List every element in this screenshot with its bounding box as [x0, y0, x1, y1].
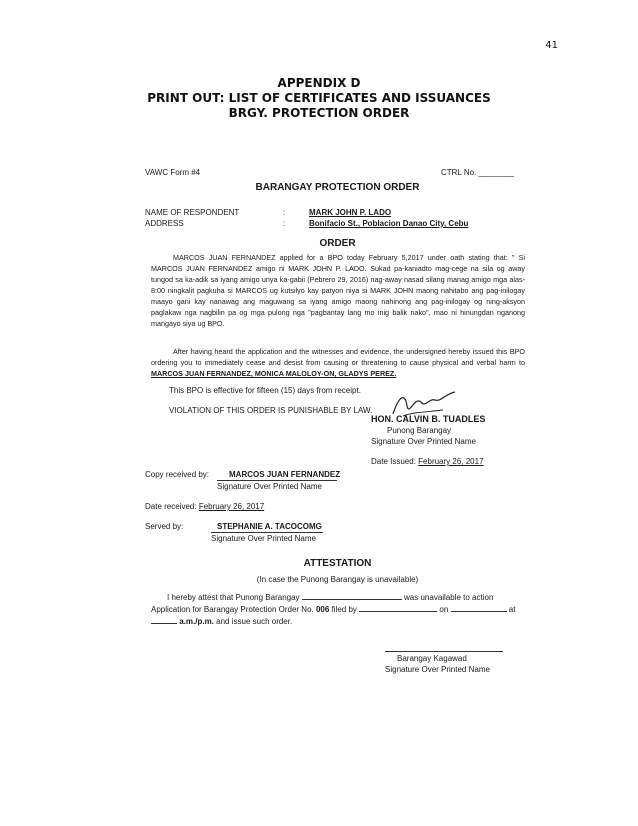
date-issued-label: Date Issued:	[371, 457, 416, 466]
effective-period: This BPO is effective for fifteen (15) days from receipt.	[169, 386, 361, 395]
attest-text-8: and issue such order.	[216, 617, 293, 626]
order-paragraph	[151, 346, 525, 379]
date-received	[145, 502, 264, 511]
kagawad-signature-line	[385, 651, 503, 652]
attest-blank-date	[451, 611, 507, 612]
attest-text-2: was unavailable to action	[404, 593, 494, 602]
punong-barangay-title: Punong Barangay	[387, 426, 452, 435]
attest-text-6: at	[508, 605, 516, 614]
appendix-title: APPENDIX D	[277, 76, 361, 90]
address-value: Bonifacio St., Poblacion Danao City, Cebu	[309, 219, 469, 228]
attest-ampm: a.m./p.m.	[179, 617, 214, 626]
date-issued-value: February 26, 2017	[418, 457, 484, 466]
attest-text-1: I hereby attest that Punong Barangay	[167, 593, 300, 602]
attestation-heading: ATTESTATION	[303, 558, 372, 569]
attestation-line-3	[151, 617, 292, 626]
date-received-label: Date received:	[145, 502, 197, 511]
attestation-note: (In case the Punong Barangay is unavailable)	[256, 575, 419, 584]
kagawad-title: Barangay Kagawad	[397, 654, 467, 663]
punong-barangay-name: HON. CALVIN B. TUADLES	[371, 414, 486, 424]
punong-signature-caption: Signature Over Printed Name	[371, 437, 476, 446]
attest-text-4: filed by	[331, 605, 357, 614]
kagawad-signature-caption: Signature Over Printed Name	[385, 665, 490, 674]
attest-text-3: Application for Barangay Protection Order No.	[151, 605, 314, 614]
date-issued	[371, 457, 484, 466]
page-number: 41	[545, 40, 558, 51]
date-received-value: February 26, 2017	[198, 502, 265, 511]
appendix-document-name: BRGY. PROTECTION ORDER	[228, 106, 410, 120]
copy-received-label: Copy received by:	[145, 470, 210, 479]
control-number: CTRL No. ________	[441, 168, 515, 177]
scanned-protection-order	[145, 164, 530, 684]
attest-order-number: 006	[315, 605, 330, 614]
respondent-label: NAME OF RESPONDENT	[145, 208, 240, 217]
appendix-subtitle: PRINT OUT: LIST OF CERTIFICATES AND ISSUANCES	[147, 91, 491, 105]
served-signature-line	[211, 532, 323, 533]
order-heading: ORDER	[319, 238, 356, 249]
respondent-colon: :	[283, 208, 286, 217]
protected-persons: MARCOS JUAN FERNANDEZ, MONICA MALOLOY-ON, GLADYS PEREZ.	[151, 369, 397, 378]
served-by-name: STEPHANIE A. TACOCOMG	[217, 522, 322, 531]
attest-text-5: on	[439, 605, 449, 614]
order-paragraph-text: After having heard the application and the witnesses and evidence, the undersigned hereby issued this BPO ordering you to immediately cease and desist from causing or threatening to cause physical and verbal harm to	[151, 347, 525, 367]
form-title: BARANGAY PROTECTION ORDER	[255, 182, 420, 193]
copy-signature-caption: Signature Over Printed Name	[217, 482, 322, 491]
form-number: VAWC Form #4	[145, 168, 201, 177]
address-label: ADDRESS	[145, 219, 184, 228]
attest-blank-punong	[302, 599, 402, 600]
copy-received-name: MARCOS JUAN FERNANDEZ	[229, 470, 341, 479]
attestation-line-1	[167, 593, 493, 602]
address-colon: :	[283, 219, 286, 228]
copy-signature-line	[217, 480, 337, 481]
respondent-value: MARK JOHN P. LADO	[309, 208, 392, 217]
violation-warning: VIOLATION OF THIS ORDER IS PUNISHABLE BY LAW.	[169, 406, 373, 415]
attest-blank-time	[151, 623, 177, 624]
appendix-header	[0, 76, 638, 121]
served-by-label: Served by:	[145, 522, 184, 531]
served-signature-caption: Signature Over Printed Name	[211, 534, 316, 543]
attestation-line-2	[151, 605, 515, 614]
application-paragraph: MARCOS JUAN FERNANDEZ applied for a BPO today February 5,2017 under oath stating that: " Si MARCOS JUAN FERNANDEZ amigo ni MARK JOHN P. LADO. Sukad pa-kaniadto mag-cege na sila og away tungod sa ka-adik sa iyang amigo unya ka-gabii (Pebrero 29, 2016) nag-away nasad silang manag amigo mga alas-8:00 ningkalit pagkuha si MARCOS ug kutsilyo kay patyon niya si MARK JOHN maong nahitabo ang pag-inilogay maayo gani kay nanawag ang maguwang sa iyang amigo maong nahinong ang pag-inilogay og ning-aksyon paglakaw nga nagbilin pa og mga pulong nga "pagbantay lang mo inig balik nako", mao ni hinungdan nganong mangayo siya ug BPO.	[151, 253, 525, 328]
attest-blank-filer	[359, 611, 437, 612]
